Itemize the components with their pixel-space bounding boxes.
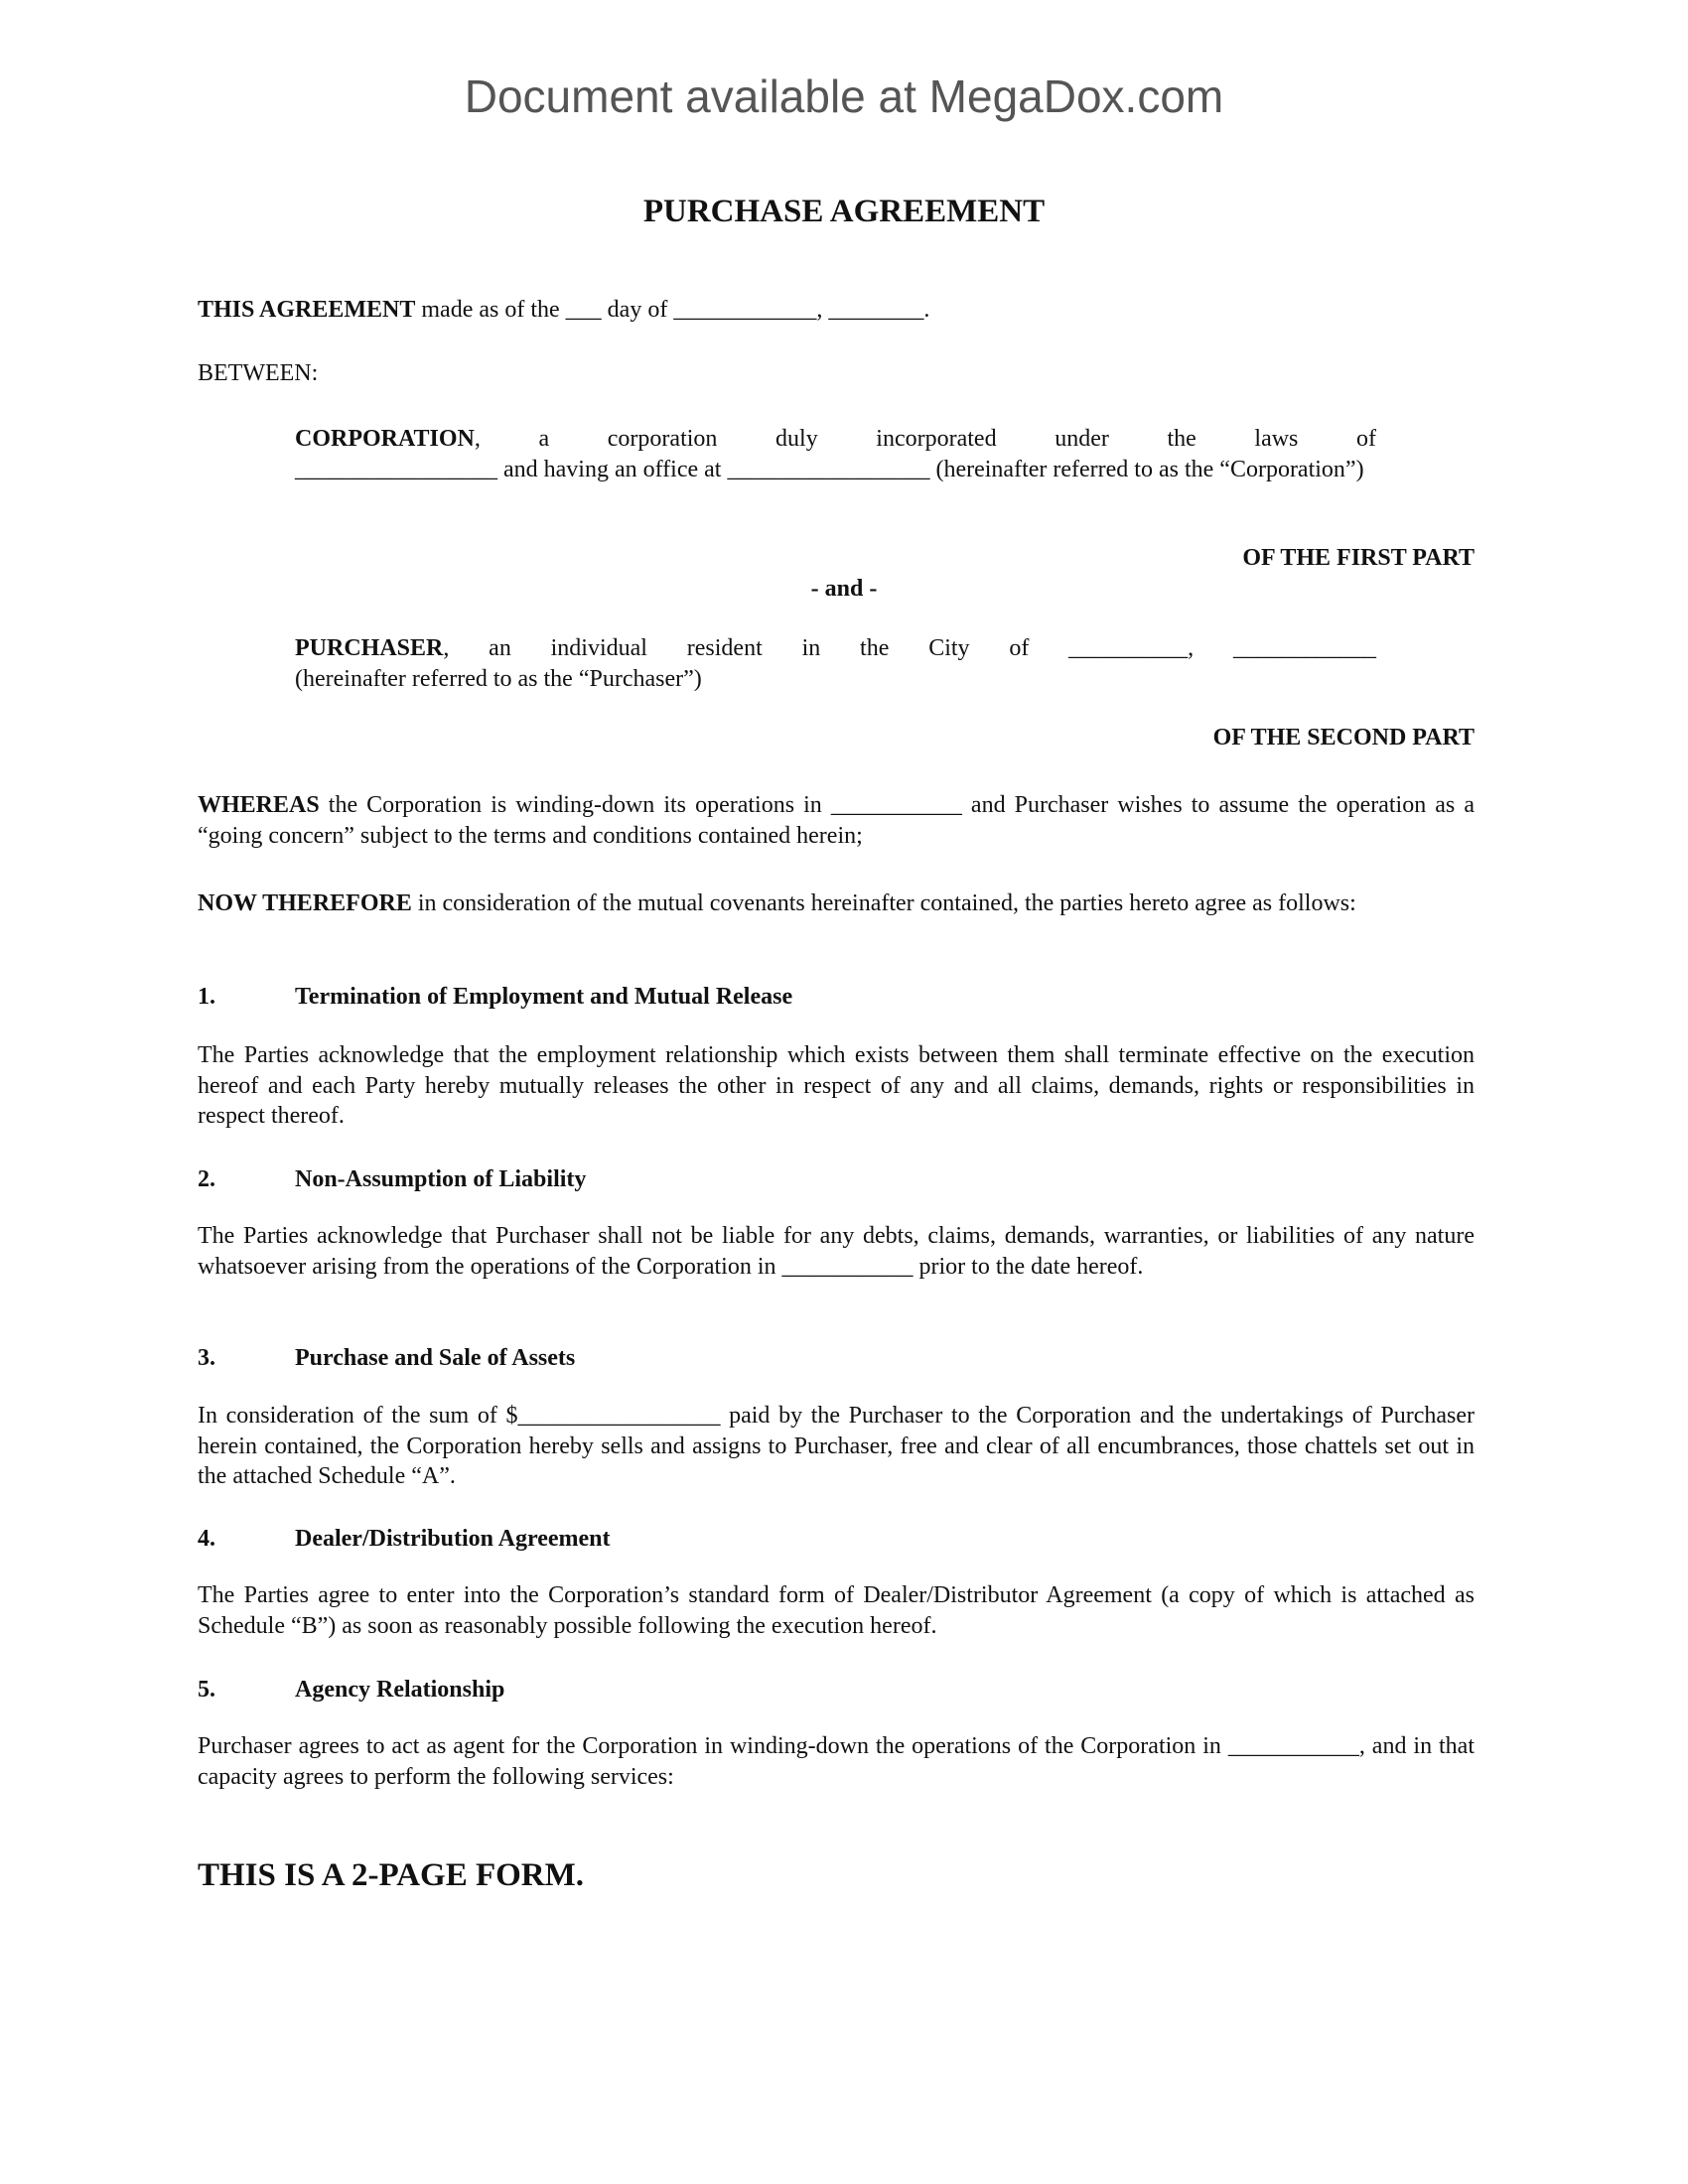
- corporation-line1-text: , a corporation duly incorporated under the laws of: [474, 426, 1376, 452]
- second-part-label: OF THE SECOND PART: [1212, 725, 1475, 751]
- section-number: 5.: [198, 1677, 215, 1703]
- section-body: The Parties acknowledge that the employment relationship which exists between them shall terminate effective on the execution hereof and each Party hereby mutually releases the other in respect of any and all claims, demands, rights or responsibilities in respect thereof.: [198, 1042, 1475, 1129]
- and-separator: - and -: [810, 576, 878, 602]
- corporation-line1: [295, 424, 1376, 455]
- intro-bold: THIS AGREEMENT: [198, 297, 416, 323]
- section-title: Dealer/Distribution Agreement: [295, 1526, 611, 1552]
- section-title: Termination of Employment and Mutual Release: [295, 984, 793, 1010]
- purchaser-bold: PURCHASER: [295, 635, 444, 661]
- whereas-clause: [198, 790, 1475, 851]
- purchaser-rest: (hereinafter referred to as the “Purchaser”): [295, 665, 702, 692]
- now-therefore-text: in consideration of the mutual covenants hereinafter contained, the parties hereto agree as follows:: [411, 890, 1356, 916]
- section-number: 3.: [198, 1345, 215, 1371]
- whereas-bold: WHEREAS: [198, 792, 320, 818]
- section-number: 4.: [198, 1526, 215, 1552]
- megadox-watermark-header: Document available at MegaDox.com: [464, 70, 1224, 122]
- section-heading: [198, 1675, 504, 1706]
- section-heading: [198, 1164, 586, 1195]
- between-label: BETWEEN:: [198, 360, 319, 386]
- section-body: The Parties acknowledge that Purchaser shall not be liable for any debts, claims, demands, warranties, or liabilities of any nature whatsoever arising from the operations of the Corporation in ___________ prior to the date hereof.: [198, 1223, 1475, 1280]
- corporation-party: [295, 424, 1376, 484]
- now-therefore-bold: NOW THEREFORE: [198, 890, 412, 916]
- section-title: Purchase and Sale of Assets: [295, 1345, 576, 1371]
- section-body: Purchaser agrees to act as agent for the Corporation in winding-down the operations of the Corporation in ___________, and in that capacity agrees to perform the following services:: [198, 1733, 1475, 1790]
- section-title: Agency Relationship: [295, 1677, 505, 1703]
- agreement-intro: [198, 295, 1475, 326]
- purchaser-line1: [295, 633, 1376, 664]
- corporation-bold: CORPORATION: [295, 426, 475, 452]
- section-number: 1.: [198, 984, 215, 1010]
- first-part-label: OF THE FIRST PART: [1242, 545, 1475, 571]
- section-heading: [198, 1343, 575, 1374]
- now-therefore-clause: [198, 888, 1475, 919]
- section-number: 2.: [198, 1166, 215, 1192]
- intro-text: made as of the ___ day of ____________, ________.: [415, 297, 930, 323]
- whereas-text: the Corporation is winding-down its operations in ___________ and Purchaser wishes to assume the operation as a “going concern” subject to the terms and conditions contained herein;: [198, 792, 1475, 849]
- corporation-rest: _________________ and having an office at _________________ (hereinafter referred to as the “Corporation”): [295, 456, 1364, 482]
- purchaser-line1-text: , an individual resident in the City of __________, ____________: [443, 635, 1376, 661]
- section-body: In consideration of the sum of $_________________ paid by the Purchaser to the Corporation and the undertakings of Purchaser herein contained, the Corporation hereby sells and assigns to Purchaser, free and clear of all encumbrances, those chattels set out in the attached Schedule “A”.: [198, 1403, 1475, 1489]
- section-heading: [198, 982, 792, 1013]
- section-heading: [198, 1524, 611, 1555]
- two-page-form-notice: THIS IS A 2-PAGE FORM.: [198, 1857, 585, 1893]
- section-body: The Parties agree to enter into the Corporation’s standard form of Dealer/Distributor Agreement (a copy of which is attached as Schedule “B”) as soon as reasonably possible following the execution hereof.: [198, 1582, 1475, 1639]
- document-title: PURCHASE AGREEMENT: [642, 194, 1046, 229]
- purchaser-party: [295, 633, 1376, 694]
- section-title: Non-Assumption of Liability: [295, 1166, 587, 1192]
